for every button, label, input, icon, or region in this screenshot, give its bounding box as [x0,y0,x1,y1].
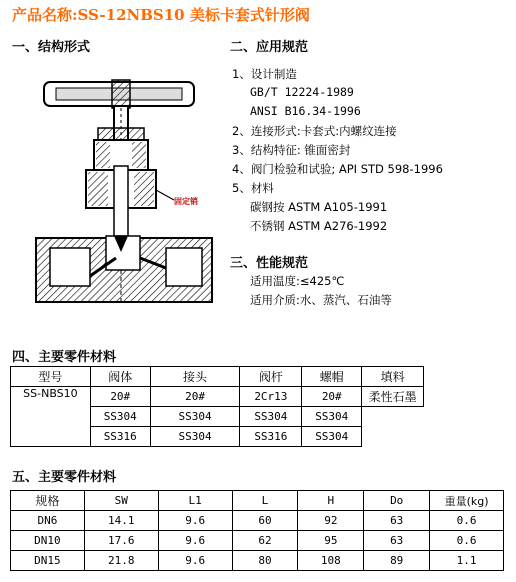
section-standards-heading: 二、应用规范 [230,40,309,55]
table-header-row [11,491,504,511]
section-structure-heading: 一、结构形式 [12,40,91,55]
table-cell: 9.6 [158,511,232,531]
table-cell: 9.6 [158,531,232,551]
table-cell: 20# [302,387,362,407]
std-line-2: GB/T 12224-1989 [250,85,354,99]
table-cell: SS304 [150,427,240,447]
table-cell: DN15 [11,551,85,571]
valve-section-drawing [16,62,226,324]
table-cell: 108 [298,551,364,571]
std-line-7: 5、材料 [232,181,274,195]
table-cell: 0.6 [430,531,504,551]
header-cell: 螺帽 [302,367,362,387]
section-performance-heading: 三、性能规范 [230,256,309,271]
table-cell: 63 [364,511,430,531]
table-cell: 20# [90,387,150,407]
table-cell: SS316 [240,427,302,447]
table-row [11,551,504,571]
table-cell: SS304 [150,407,240,427]
header-cell: SW [84,491,158,511]
table-cell: 89 [364,551,430,571]
table-cell: 21.8 [84,551,158,571]
std-line-3: ANSI B16.34-1996 [250,104,361,118]
std-line-5: 3、结构特征: 锥面密封 [232,143,351,157]
table-cell: 2Cr13 [240,387,302,407]
packing-cell: 柔性石墨 [362,387,424,407]
table-cell: 1.1 [430,551,504,571]
perf-line-1: 适用温度:≤425℃ [250,274,345,288]
table-cell: 92 [298,511,364,531]
table-cell: 95 [298,531,364,551]
perf-line-2: 适用介质:水、蒸汽、石油等 [250,293,392,307]
table-cell: SS304 [302,407,362,427]
model-cell: SS-NBS10 [11,387,91,447]
table-cell: 80 [232,551,298,571]
table-cell: DN6 [11,511,85,531]
header-cell: 阀体 [90,367,150,387]
section-materials-heading: 四、主要零件材料 [12,350,117,365]
table-cell: SS316 [90,427,150,447]
header-cell: L [232,491,298,511]
product-title: 产品名称:SS-12NBS10 美标卡套式针形阀 [12,6,310,24]
empty-cell [362,407,424,427]
std-line-9: 不锈钢 ASTM A276-1992 [250,219,388,233]
std-line-1: 1、设计制造 [232,67,297,81]
header-cell: L1 [158,491,232,511]
header-cell: H [298,491,364,511]
header-cell: 重量(kg) [430,491,504,511]
table-cell: 63 [364,531,430,551]
dimensions-table [10,490,504,571]
table-cell: DN10 [11,531,85,551]
table-cell: 20# [150,387,240,407]
empty-cell [362,427,424,447]
std-line-6: 4、阀门检验和试验; API STD 598-1996 [232,162,443,176]
table-row [11,387,424,407]
table-row [11,511,504,531]
std-line-4: 2、连接形式:卡套式:内螺纹连接 [232,124,397,138]
table-cell: 14.1 [84,511,158,531]
section-dimensions-heading: 五、主要零件材料 [12,470,117,485]
pin-label: 固定销 [174,197,198,206]
header-cell: 填料 [362,367,424,387]
table-cell: 60 [232,511,298,531]
table-cell: SS304 [302,427,362,447]
table-row [11,531,504,551]
table-cell: 9.6 [158,551,232,571]
table-cell: SS304 [90,407,150,427]
header-cell: 规格 [11,491,85,511]
table-header-row [11,367,424,387]
parts-material-table [10,366,424,447]
table-cell: 0.6 [430,511,504,531]
header-cell: Do [364,491,430,511]
table-cell: 17.6 [84,531,158,551]
std-line-8: 碳钢按 ASTM A105-1991 [250,200,388,214]
table-cell: 62 [232,531,298,551]
header-cell: 接头 [150,367,240,387]
table-cell: SS304 [240,407,302,427]
header-cell: 型号 [11,367,91,387]
header-cell: 阀杆 [240,367,302,387]
